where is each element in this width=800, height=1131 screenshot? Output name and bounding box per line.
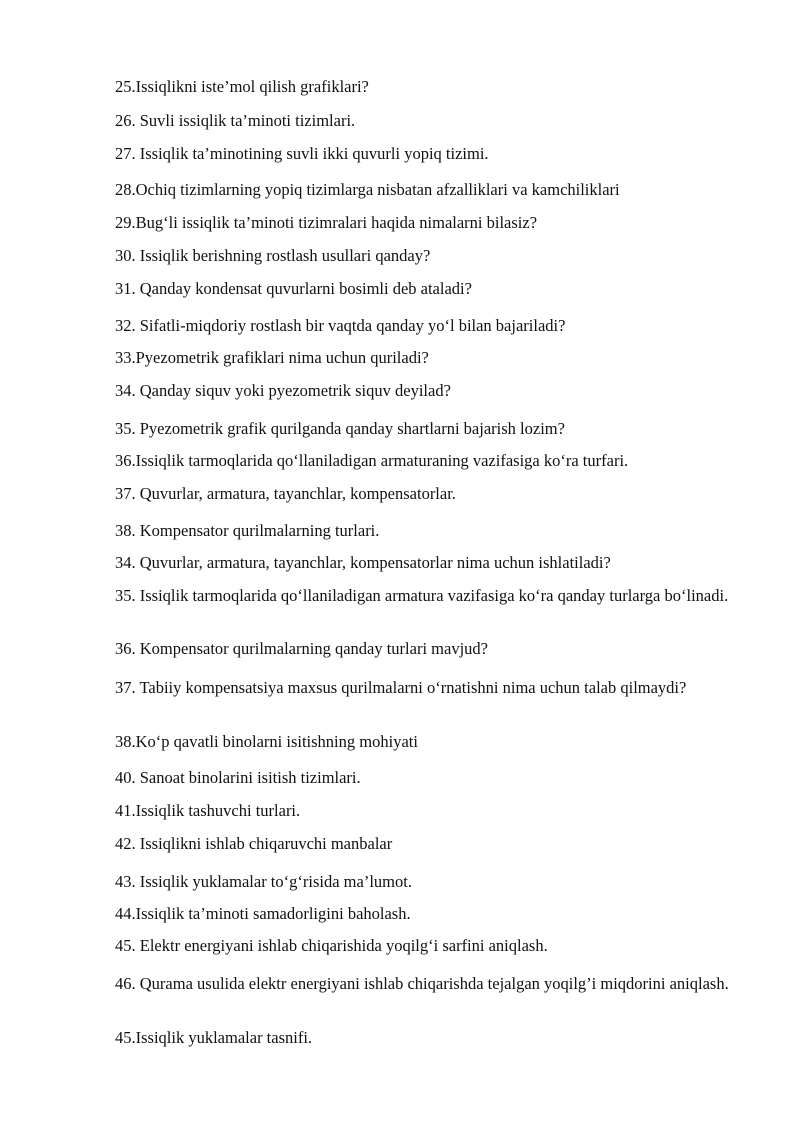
question-item: 44.Issiqlik ta’minoti samadorligini baholash. bbox=[115, 904, 411, 923]
question-item: 29.Bug‘li issiqlik ta’minoti tizimralari haqida nimalarni bilasiz? bbox=[115, 213, 538, 232]
question-item: 32. Sifatli-miqdoriy rostlash bir vaqtda qanday yo‘l bilan bajariladi? bbox=[115, 316, 566, 335]
question-item: 37. Tabiiy kompensatsiya maxsus qurilmalarni o‘rnatishni nima uchun talab qilmaydi? bbox=[115, 678, 687, 697]
question-item: 42. Issiqlikni ishlab chiqaruvchi manbalar bbox=[115, 834, 393, 853]
question-item: 35. Pyezometrik grafik qurilganda qanday shartlarni bajarish lozim? bbox=[115, 419, 565, 438]
question-item: 27. Issiqlik ta’minotining suvli ikki quvurli yopiq tizimi. bbox=[115, 144, 489, 163]
question-item: 40. Sanoat binolarini isitish tizimlari. bbox=[115, 768, 361, 787]
question-item: 30. Issiqlik berishning rostlash usullari qanday? bbox=[115, 246, 431, 265]
question-item: 26. Suvli issiqlik ta’minoti tizimlari. bbox=[115, 111, 356, 130]
question-item: 33.Pyezometrik grafiklari nima uchun quriladi? bbox=[115, 348, 429, 367]
question-item: 38.Ko‘p qavatli binolarni isitishning mohiyati bbox=[115, 732, 418, 751]
question-item: 31. Qanday kondensat quvurlarni bosimli deb ataladi? bbox=[115, 279, 472, 298]
question-item: 28.Ochiq tizimlarning yopiq tizimlarga nisbatan afzalliklari va kamchiliklari bbox=[115, 180, 620, 199]
question-item: 37. Quvurlar, armatura, tayanchlar, kompensatorlar. bbox=[115, 484, 456, 503]
question-item: 34. Qanday siquv yoki pyezometrik siquv deyilad? bbox=[115, 381, 451, 400]
question-item: 43. Issiqlik yuklamalar to‘g‘risida ma’lumot. bbox=[115, 872, 412, 891]
question-item: 35. Issiqlik tarmoqlarida qo‘llaniladigan armatura vazifasiga ko‘ra qanday turlarga bo‘linadi. bbox=[115, 586, 729, 605]
question-item: 34. Quvurlar, armatura, tayanchlar, kompensatorlar nima uchun ishlatiladi? bbox=[115, 553, 611, 572]
question-item: 36.Issiqlik tarmoqlarida qo‘llaniladigan armaturaning vazifasiga ko‘ra turfari. bbox=[115, 451, 629, 470]
question-item: 45.Issiqlik yuklamalar tasnifi. bbox=[115, 1028, 313, 1047]
question-item: 36. Kompensator qurilmalarning qanday turlari mavjud? bbox=[115, 639, 488, 658]
question-item: 45. Elektr energiyani ishlab chiqarishida yoqilg‘i sarfini aniqlash. bbox=[115, 936, 548, 955]
question-item: 41.Issiqlik tashuvchi turlari. bbox=[115, 801, 301, 820]
question-item: 25.Issiqlikni iste’mol qilish grafiklari? bbox=[115, 77, 369, 96]
question-item: 38. Kompensator qurilmalarning turlari. bbox=[115, 521, 380, 540]
question-item: 46. Qurama usulida elektr energiyani ishlab chiqarishda tejalgan yoqilg’i miqdorini aniqlash. bbox=[115, 974, 729, 993]
